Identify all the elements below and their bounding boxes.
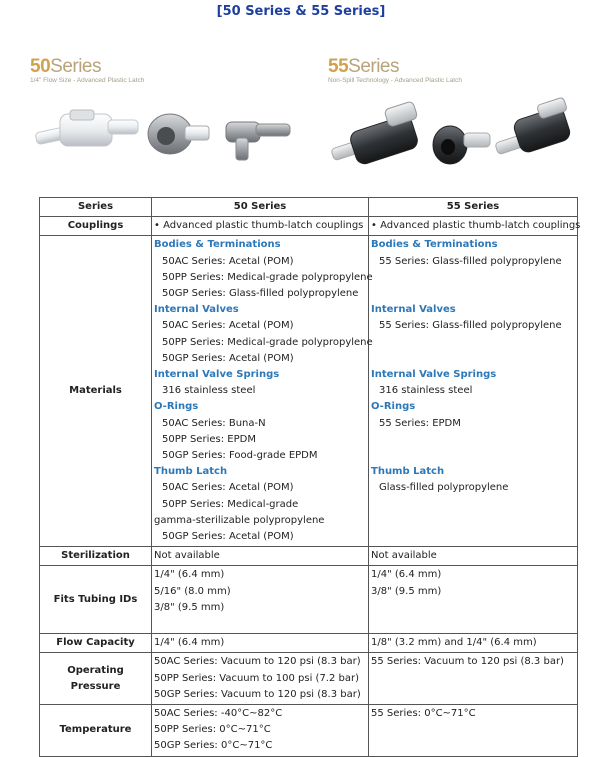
list-item: 50GP Series: Vacuum to 120 psi (8.3 bar): [154, 688, 361, 700]
rowhead-flow: Flow Capacity: [40, 634, 152, 653]
rowhead-couplings: Couplings: [40, 217, 152, 236]
list-item: 50GP Series: 0°C~71°C: [154, 740, 273, 752]
list-item: 3/8" (9.5 mm): [371, 585, 442, 597]
header-series: Series: [40, 198, 152, 217]
series-50-number: 50: [30, 56, 51, 77]
elbow-coupling-icon: [226, 122, 290, 160]
row-sterilization: [40, 547, 578, 566]
list-item: 1/4" (6.4 mm): [154, 569, 225, 581]
header-50-series: 50 Series: [152, 198, 369, 217]
row-tubing: [40, 566, 578, 634]
temperature-55: [369, 705, 578, 757]
flow-50-text: 1/4" (6.4 mm): [154, 637, 225, 649]
row-pressure: [40, 653, 578, 705]
series-50-word: Series: [50, 56, 101, 77]
rowhead-materials: Materials: [40, 236, 152, 547]
flow-55-text: 1/8" (3.2 mm) and 1/4" (6.4 mm): [371, 637, 537, 649]
list-item: 50AC Series: Vacuum to 120 psi (8.3 bar): [154, 656, 361, 668]
subhead: Thumb Latch: [371, 466, 445, 478]
temperature-50: [152, 705, 369, 757]
couplings-55-text: • Advanced plastic thumb-latch couplings: [371, 218, 575, 234]
flow-55: [369, 634, 578, 653]
list-item: 50GP Series: Acetal (POM): [162, 531, 294, 543]
series-55-subtitle: Non-Spill Technology - Advanced Plastic Latch: [328, 77, 462, 84]
list-item: 50AC Series: -40°C~82°C: [154, 708, 283, 720]
sterilization-55-text: Not available: [371, 550, 437, 562]
list-item: 50PP Series: Medical-grade polypropylene: [162, 271, 373, 283]
subhead: Internal Valve Springs: [371, 368, 497, 380]
list-item: 50PP Series: EPDM: [162, 433, 256, 445]
materials-50: [152, 236, 373, 547]
pressure-50: [152, 653, 369, 705]
row-materials: [40, 236, 578, 547]
list-item: 50PP Series: Vacuum to 100 psi (7.2 bar): [154, 672, 360, 684]
list-item: 50PP Series: Medical-grade: [162, 498, 299, 510]
sterilization-50: [152, 547, 369, 566]
sterilization-55: [369, 547, 578, 566]
couplings-50-text: • Advanced plastic thumb-latch couplings: [154, 218, 366, 234]
series-55-product-photo: [330, 95, 580, 177]
list-item: 55 Series: 0°C~71°C: [371, 708, 476, 720]
subhead: Internal Valves: [154, 304, 239, 316]
flow-50: [152, 634, 369, 653]
rowhead-pressure: Operating Pressure: [40, 653, 152, 705]
list-item: 55 Series: Glass-filled polypropylene: [379, 255, 562, 267]
list-item: 50AC Series: Acetal (POM): [162, 482, 294, 494]
sterilization-50-text: Not available: [154, 550, 220, 562]
list-item: 50AC Series: Acetal (POM): [162, 255, 294, 267]
list-item: 3/8" (9.5 mm): [154, 601, 225, 613]
list-item: 50PP Series: Medical-grade polypropylene: [162, 336, 373, 348]
rowhead-tubing: Fits Tubing IDs: [40, 566, 152, 634]
row-temperature: [40, 705, 578, 757]
couplings-55: [369, 217, 581, 236]
list-item: 50GP Series: Acetal (POM): [162, 352, 294, 364]
subhead: Internal Valves: [371, 304, 456, 316]
list-item: 55 Series: Glass-filled polypropylene: [379, 320, 562, 332]
list-item: 5/16" (8.0 mm): [154, 585, 231, 597]
list-item: 50GP Series: Food-grade EPDM: [162, 450, 318, 462]
black-insert-icon: [433, 126, 490, 164]
tubing-55: [369, 566, 578, 634]
list-item: 55 Series: Vacuum to 120 psi (8.3 bar): [371, 656, 564, 668]
materials-55: [369, 236, 578, 547]
list-item: 316 stainless steel: [162, 385, 256, 397]
list-item: 50GP Series: Glass-filled polypropylene: [162, 288, 359, 300]
page-title: [50 Series & 55 Series]: [216, 4, 386, 19]
header-row: [40, 198, 578, 217]
rowhead-sterilization: Sterilization: [40, 547, 152, 566]
subhead: Thumb Latch: [154, 466, 228, 478]
pressure-55: [369, 653, 578, 705]
subhead: Internal Valve Springs: [154, 369, 280, 381]
subhead: Bodies & Terminations: [154, 239, 281, 251]
subhead: O-Rings: [154, 401, 199, 413]
white-coupling-icon: [35, 110, 138, 146]
list-item: 316 stainless steel: [379, 385, 473, 397]
list-item: Glass-filled polypropylene: [379, 482, 509, 494]
series-55-logo: [328, 56, 462, 84]
series-50-product-photo: [30, 98, 300, 170]
row-couplings: [40, 217, 578, 236]
gray-coupling-icon: [148, 114, 209, 154]
black-coupling-icon: [331, 101, 420, 166]
spec-table: [39, 197, 581, 757]
series-55-number: 55: [328, 56, 349, 77]
series-50-logo: [30, 56, 144, 84]
list-item: 55 Series: EPDM: [379, 417, 461, 429]
couplings-50: [152, 217, 369, 236]
list-item: gamma-sterilizable polypropylene: [154, 514, 325, 526]
tubing-50: [152, 566, 369, 634]
list-item: 50AC Series: Buna-N: [162, 417, 266, 429]
row-flow: [40, 634, 578, 653]
gray-insert-icon: [495, 97, 572, 155]
series-55-word: Series: [348, 56, 399, 77]
list-item: 1/4" (6.4 mm): [371, 569, 442, 581]
list-item: 50PP Series: 0°C~71°C: [154, 724, 271, 736]
rowhead-temperature: Temperature: [40, 705, 152, 757]
series-50-subtitle: 1/4" Flow Size - Advanced Plastic Latch: [30, 77, 145, 84]
subhead: O-Rings: [371, 401, 416, 413]
header-55-series: 55 Series: [369, 198, 578, 217]
subhead: Bodies & Terminations: [371, 239, 498, 251]
list-item: 50AC Series: Acetal (POM): [162, 320, 294, 332]
